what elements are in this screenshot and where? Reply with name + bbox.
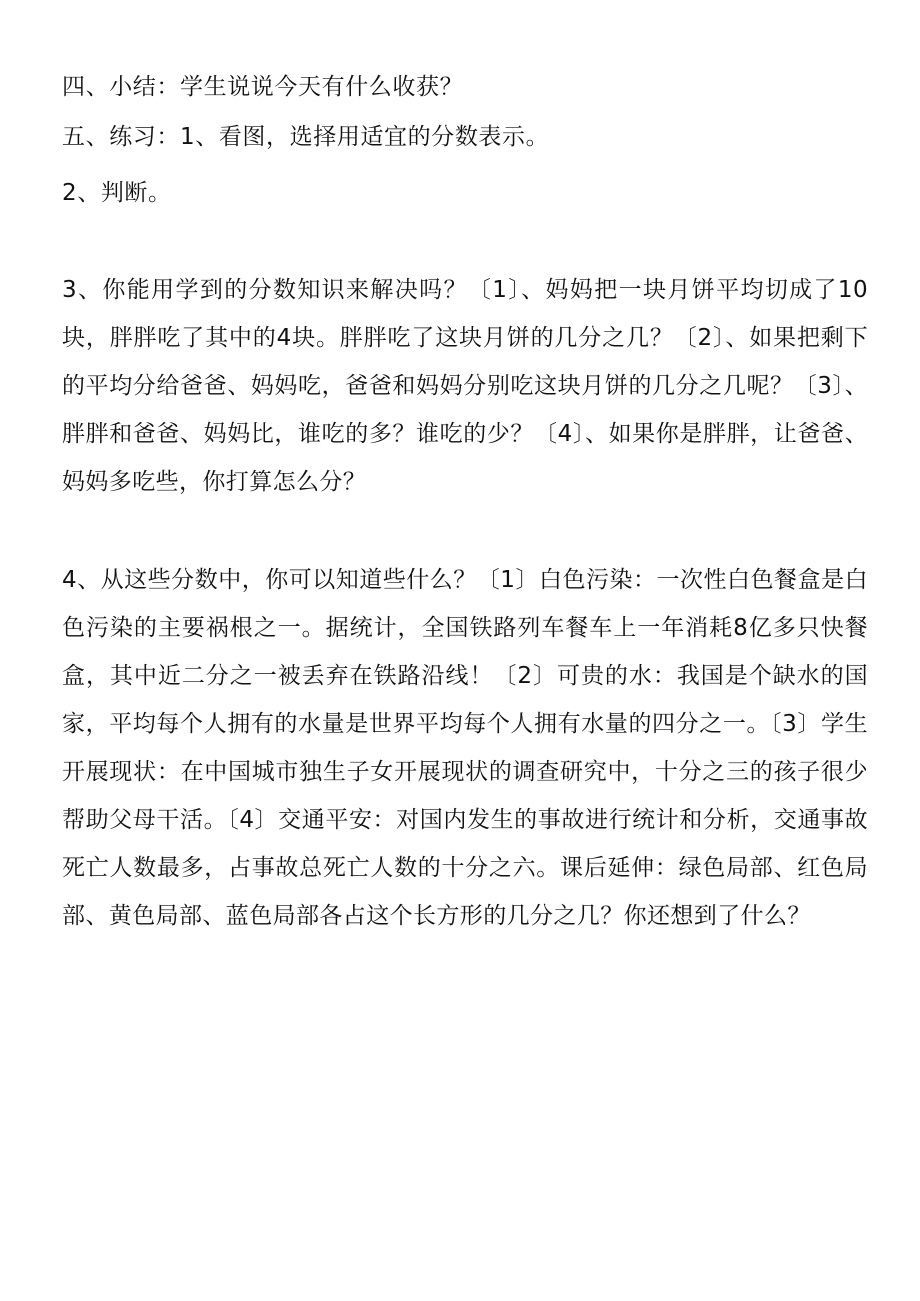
practice-item-mooncake-problem: 3、你能用学到的分数知识来解决吗？〔1〕、妈妈把一块月饼平均切成了10块，胖胖吃了其中的4块。胖胖吃了这块月饼的几分之几？〔2〕、如果把剩下的平均分给爸爸、妈妈吃，爸爸和妈妈分别吃这块月饼的几分之几呢？〔3〕、胖胖和爸爸、妈妈比，谁吃的多？谁吃的少？〔4〕、如果你是胖胖，让爸爸、妈妈多吃些，你打算怎么分？ xyxy=(62,277,868,495)
summary-heading: 四、小结：学生说说今天有什么收获？ xyxy=(62,74,464,100)
practice-heading: 五、练习：1、看图，选择用适宜的分数表示。 xyxy=(62,124,550,150)
practice-item-judge: 2、判断。 xyxy=(62,180,172,206)
practice-item-fraction-facts: 4、从这些分数中，你可以知道些什么？〔1〕白色污染：一次性白色餐盒是白色污染的主要祸根之一。据统计，全国铁路列车餐车上一年消耗8亿多只快餐盒，其中近二分之一被丢弃在铁路沿线！〔2〕可贵的水：我国是个缺水的国家，平均每个人拥有的水量是世界平均每个人拥有水量的四分之一。〔3〕学生开展现状：在中国城市独生子女开展现状的调查研究中，十分之三的孩子很少帮助父母干活。〔4〕交通平安：对国内发生的事故进行统计和分析，交通事故死亡人数最多，占事故总死亡人数的十分之六。课后延伸：绿色局部、红色局部、黄色局部、蓝色局部各占这个长方形的几分之几？你还想到了什么？ xyxy=(62,567,868,929)
